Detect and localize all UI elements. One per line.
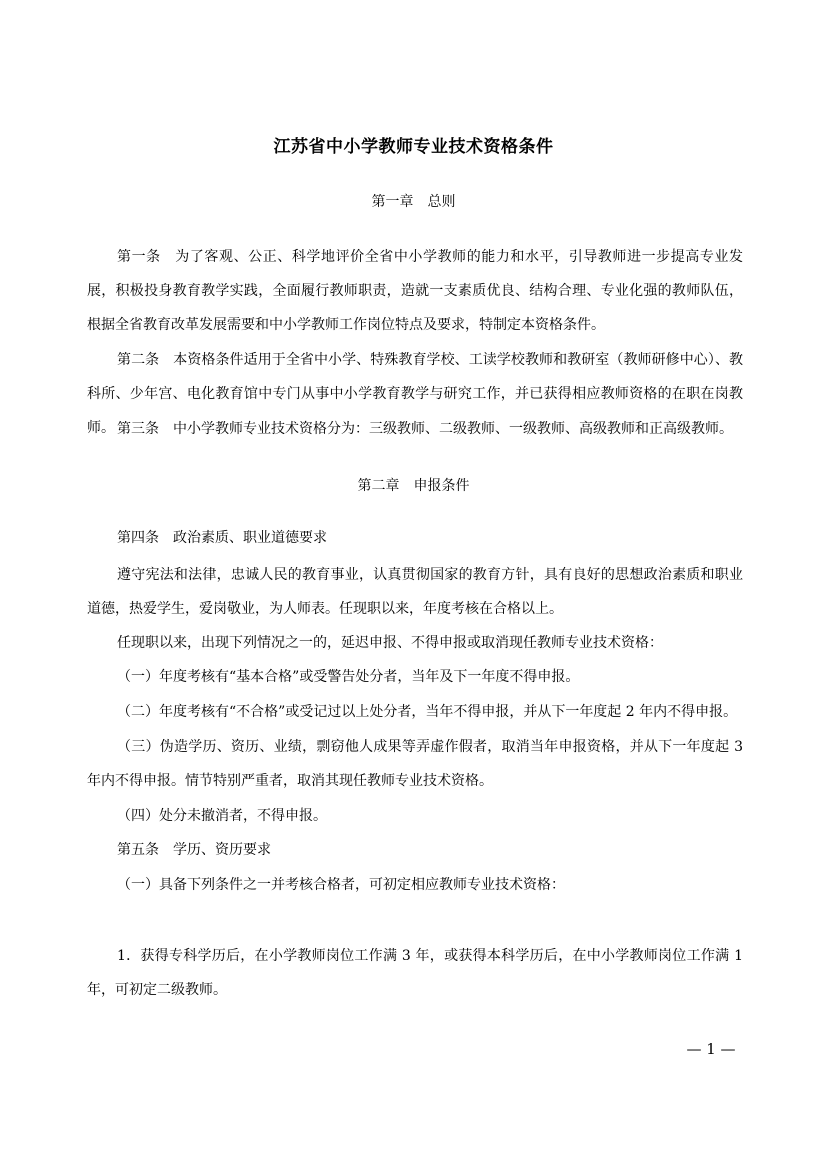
article-label: 第三条 [117,421,159,437]
article-5-heading [87,833,743,867]
article-text: 学历、资历要求 [173,842,271,858]
article-text: 为了客观、公正、科学地评价全省中小学教师的能力和水平，引导教师进一步提高专业发展，积极投身教育教学实践，全面履行教师职责，造就一支素质优良、结构合理、专业化强的教师队伍，根据全省教育改革发展需要和中小学教师工作岗位特点及要求，特制定本资格条件。 [87,249,744,333]
case-1-paragraph: （一）年度考核有“基本合格”或受警告处分者，当年及下一年度不得申报。 [117,669,580,685]
article-text: 本资格条件适用于全省中小学、特殊教育学校、工读学校教师和教研室（教师研修中心）、教科所、少年宫、电化教育馆中专门从事中小学教育教学与研究工作，并已获得相应教师资格的在职在岗教师。 [87,352,744,436]
page-number: — 1 — [686,1040,736,1058]
article-label: 第二条 [117,352,160,368]
case-2-paragraph: （二）年度考核有“不合格”或受记过以上处分者，当年不得申报，并从下一年度起 2 年内不得申报。 [117,704,738,720]
article-label: 第五条 [117,842,159,858]
chapter-number: 第二章 [357,478,400,494]
case-3-paragraph: （三）伪造学历、资历、业绩，剽窃他人成果等弄虚作假者，取消当年申报资格，并从下一年度起 3 年内不得申报。情节特别严重者，取消其现任教师专业技术资格。 [87,739,743,789]
case-4-paragraph: （四）处分未撤消者，不得申报。 [117,808,327,824]
article-text: 中小学教师专业技术资格分为：三级教师、二级教师、一级教师、高级教师和正高级教师。 [173,421,733,437]
item-1-paragraph: 1．获得专科学历后，在小学教师岗位工作满 3 年，或获得本科学历后，在中小学教师岗位工作满 1 年，可初定二级教师。 [87,948,743,998]
cases-intro-paragraph: 任现职以来，出现下列情况之一的，延迟申报、不得申报或取消现任教师专业技术资格： [117,635,663,651]
chapter-heading-application [0,475,827,495]
chapter-name: 申报条件 [413,478,470,494]
article-4-heading [87,521,743,555]
article-label: 第四条 [117,530,159,546]
article-1-paragraph [87,240,743,342]
law-paragraph: 遵守宪法和法律，忠诚人民的教育事业，认真贯彻国家的教育方针，具有良好的思想政治素质和职业道德，热爱学生，爱岗敬业，为人师表。任现职以来，年度考核在合格以上。 [87,567,743,617]
article-label: 第一条 [117,249,161,265]
document-title: 江苏省中小学教师专业技术资格条件 [273,137,554,157]
article-3-paragraph [87,412,743,446]
chapter-name: 总则 [427,194,456,210]
article-text: 政治素质、职业道德要求 [173,530,327,546]
condition-1-paragraph: （一）具备下列条件之一并考核合格者，可初定相应教师专业技术资格： [117,877,565,893]
chapter-heading-general [0,191,827,211]
chapter-number: 第一章 [371,194,414,210]
